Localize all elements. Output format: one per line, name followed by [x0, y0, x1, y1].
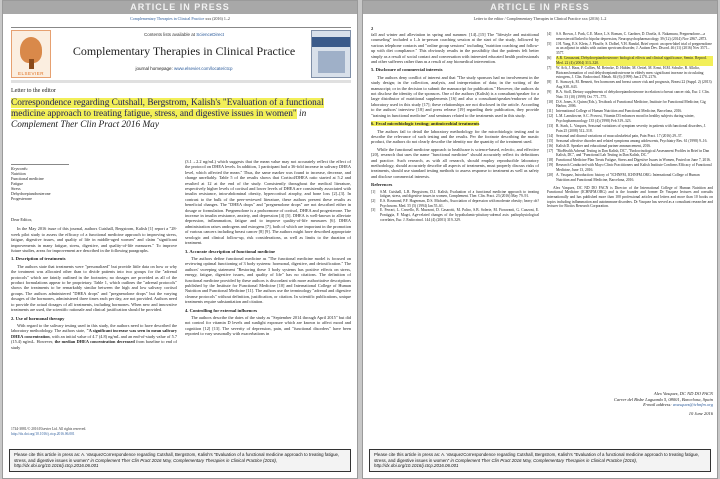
reference-number: [20] — [547, 173, 554, 178]
reference-number: [17] — [547, 148, 554, 153]
keywords-heading: Keywords: — [11, 166, 29, 171]
journal-homepage — [59, 66, 309, 71]
keyword-item: Progesterone — [11, 196, 32, 201]
heading-fecal-testing-text: 6. Fecal microbiologic testing; antimicrobial treatments — [371, 121, 480, 127]
reference-item — [547, 80, 713, 89]
reference-number: [11] — [547, 109, 554, 114]
elsevier-logo[interactable] — [11, 30, 51, 78]
column-left-b — [185, 159, 351, 433]
article-title-highlighted: Correspondence regarding Cutshall, Bergstrom, Kalish's "Evaluation of a functional medicine approach to treating fatigue, stress, and digestive issues in women" — [11, 98, 324, 119]
cite-box-prefix: Please cite this article in press as: A. VasquezCorrespondence regarding Cutshall, Bergstrom, Kalish's "Evaluation of a functional medicine approach to treating fatigue, stress, and digestive issues in women" — [14, 452, 340, 463]
reference-item — [547, 134, 713, 139]
reference-text[interactable]: E.S. Rosmond, P.F. Hagerman, D.S. Michaels, Association of depression with moderate obesity; heavy oh? Psychosom. Med. 55 (5) (1994) Jan 55–61. — [380, 198, 539, 208]
copyright-line — [11, 427, 181, 436]
paragraph-fecal-testing: The authors fail to detail the laboratory methodology for the microbiologic testing and to describe the relevance of such testing and the results. Per the footnote describing the mastic product, the authors do not clearly describe the identity nor the quantity of the treatment used. — [371, 128, 539, 145]
journal-title: Complementary Therapies in Clinical Practice — [72, 44, 296, 58]
reference-number: [19] — [547, 163, 554, 168]
paragraph-intro: In the May 2016 issue of this journal, authors Cutshall, Bergstrom, Kalish [1] report a "28-week pilot study to assess the efficacy of a functional medicine approach to improving stress, fatigue, digestive issues, and quality of life in middle-aged women" and claim "significant improvements in many fatigue, stress, digestive, and quality-of-life measures." To improve future studies, areas for improvement are described in the following paragraphs. — [11, 226, 177, 254]
heading-external-influences: 4. Controlling for external influences — [185, 307, 258, 313]
reference-text[interactable]: Kalish D. Speaker and educational partner announcement, 2016. — [556, 143, 652, 148]
journal-home-link[interactable]: www.elsevier.com/locate/ctcp — [174, 66, 233, 71]
heading-description-of-treatments: 1. Description of treatments — [11, 256, 66, 262]
reference-number: [1] — [371, 189, 376, 194]
para3-bold-2: the median DHEA concentration decreased — [54, 339, 135, 345]
reference-number: [9] — [547, 89, 552, 94]
reference-number: [2] — [371, 198, 376, 203]
keyword-item: Functional medicine — [11, 176, 44, 181]
reference-item — [547, 42, 713, 56]
paragraph-disclosure: The authors deny conflict of interest and that "The study sponsors had no involvement in the study design; in the collection, analysis, and interpretation of data; in the writing of the manuscript; or in the decision to submit the manuscript for publication." However, the authors do not disclose the identity of the sponsors. One of the authors (Kalish) is a consultant/speaker for a large distributor of nutritional supplements [16] and also a consultant/speaker/endorser of the laboratory used in this study [17]; these relationships are not disclosed in the article. According to the authors' interview [18] and press release [19] regarding their publication, they provide "training in functional medicine" and seminars related to the treatments used in this study. — [371, 74, 539, 118]
article-in-press-banner: ARTICLE IN PRESS — [3, 1, 357, 14]
reference-text[interactable]: S.M. Cutshall, L.R. Bergstrom, D.J. Kalish, Evaluation of a functional medicine approach to treating fatigue, stress, and digestive issues in women, Complement. Ther. Clin. Pract. 23 (2016) May 79–91. — [380, 189, 539, 199]
cite-box-journal: in Complement Ther Clin Pract 2016 May, Complementary Therapies in Clinical Practice (2016), http://dx.doi.org/10.1016/j.ctcp.2016.06.001 — [374, 457, 638, 469]
heading-fecal-testing — [371, 121, 539, 126]
running-head-journal[interactable]: Complementary Therapies in Clinical Practice — [130, 16, 205, 21]
doi-link[interactable]: http://dx.doi.org/10.1016/j.ctcp.2016.06.001 — [11, 431, 75, 436]
signature-email — [547, 402, 713, 408]
article-in-press-banner: ARTICLE IN PRESS — [363, 1, 717, 14]
running-head-rest: xxx (2016) 1–2 — [205, 16, 230, 21]
reference-item — [371, 199, 539, 208]
reference-item — [547, 139, 713, 144]
heading-references: References — [371, 182, 393, 188]
keyword-item: Fatigue — [11, 181, 23, 186]
publisher-name: ELSEVIER — [17, 71, 44, 76]
cite-box-journal: in Complement Ther Clin Pract 2016 May, Complementary Therapies in Clinical Practice (2016), http://dx.doi.org/10.1016/j.ctcp.2016.06.001 — [14, 457, 278, 469]
cover-image — [318, 51, 345, 73]
reference-number: [14] — [547, 133, 554, 138]
article-title — [11, 98, 341, 131]
reference-text[interactable]: A. Vasquez, Introduction: history of "ICHNFM, ICHNFM.ORG: International College of Human Nutrition and Functional Medicine, Barcelona, 2016. — [556, 173, 700, 182]
references-left-column — [371, 190, 539, 223]
keywords-block — [11, 166, 69, 201]
running-head: Letter to the editor / Complementary Therapies in Clinical Practice xxx (2016) 1–2 — [473, 16, 607, 21]
cite-box-left — [9, 449, 351, 472]
paragraph-external-influences: The authors describe the dates of the study as "September 2014 through April 2015" but did not control for vitamin D levels and sunlight exposure which are known to affect mood and cognition [12] [13]. The severity of depression, pain, and "functional disorders" have been reported to vary seasonally with exacerbations in — [185, 314, 351, 337]
page-number: 2 — [371, 26, 374, 31]
reference-item — [547, 158, 713, 163]
reference-item — [547, 114, 713, 123]
reference-number: [6] — [547, 56, 552, 61]
article-title-rest: in Complement Ther Clin Pract 2016 May — [11, 109, 307, 130]
reference-text[interactable]: D.S. Jones, S. Quinn (Eds.), Textbook of Functional Medicine, Institute for Functional Medicine, Gig Harbor, 2006. — [556, 99, 706, 109]
page-left — [2, 0, 358, 479]
contents-line — [59, 32, 309, 37]
contents-prefix: Contents lists available at — [143, 32, 195, 37]
journal-masthead — [11, 27, 351, 83]
signature-date: 10 June 2016 — [688, 410, 713, 416]
reference-item — [547, 163, 713, 172]
reference-text[interactable]: Research Conducted with Mayo Clinic Practitioners and Kalish Institute Confirms Efficacy of Functional Medicine, June 13, 2016. — [556, 163, 712, 173]
cite-box-right — [369, 449, 711, 472]
reference-text[interactable]: S.S. Brown, J. Park, C.E. Mace, L.S. Roman, C. Gardner, D. Davila, A. Nakamura, Pregnenolone—a neurosteroid linked to bipolar depression, Neuropsychopharmacology 39 (12) (2014) Nov 2867–2873. — [556, 32, 708, 41]
column-left-a — [11, 217, 177, 427]
reference-text[interactable]: A.R. Genazzani, Dehydroepiandrosterone: biological effects and clinical significance, Semin. Reprod. Med. 22 (4) (2004) 313–320. — [556, 56, 713, 65]
copyright-text: 1744-3881/© 2016 Elsevier Ltd. All rights reserved. — [11, 427, 87, 432]
reference-text[interactable]: "BioHealth Adrenal Testing in Dan Kalish, DC", "Endocrinological Assessment Profiles in Brief in Dan Kalish, DC", and "Functional Lab Testing in Dan Kalish, DC." — [556, 148, 710, 158]
reference-number: [18] — [547, 158, 554, 163]
reference-item — [547, 173, 713, 182]
journal-home-prefix: journal homepage: — [135, 66, 173, 71]
reference-number: [15] — [547, 138, 554, 143]
reference-item — [547, 90, 713, 99]
reference-item — [547, 124, 713, 133]
reference-text[interactable]: L.M. Lansdowne, S.C. Provost, Vitamin D3 enhances mood in healthy subjects during winter, Psychopharmacology 135 (4) (1998) Feb 319–323. — [556, 114, 695, 124]
signature-block — [547, 391, 713, 416]
reference-item — [547, 66, 713, 80]
reference-number: [10] — [547, 99, 554, 104]
reference-number: [12] — [547, 114, 554, 119]
reference-text[interactable]: E. Stanczyk, M. Bennett, Sex hormones and breast cancer risk and prognosis, Breast 22 (Suppl. 2) (2013) Aug S38–S43. — [556, 80, 712, 89]
keywords-rule — [11, 164, 69, 165]
reference-item — [547, 32, 713, 41]
sciencedirect-link[interactable]: ScienceDirect — [196, 32, 225, 37]
keyword-item: Dehydroepiandrosterone — [11, 191, 51, 196]
reference-number: [7] — [547, 65, 552, 70]
reference-text[interactable]: International College of Human Nutrition and Functional Medicine, Barcelona, 2016. — [556, 109, 683, 114]
journal-cover-thumbnail — [311, 30, 351, 78]
reference-text[interactable]: Functional Medicine Plan Treats Fatigue, Stress and Digestive Issues in Women, Posted on June 7, 2016. — [556, 158, 711, 163]
para3-bold: "A significant increase was seen in mean salivary DHEA concentration — [11, 328, 177, 339]
paragraph-conclusion: While the functional medicine approach to healthcare is science-based, eclectic, and effective [20], research that uses the name "functional medicine" should accurately reflect its definitions and practice. Such research, as with all research, should employ reproducible laboratory methodology, should accurately describe all aspects of treatments, must properly discuss risks of treatments, should use standard testing methods to assess response to treatment as well as safety and disclose commercial interests. — [371, 146, 539, 179]
reference-text[interactable]: B.A. Stoll, Dietary supplements of dehydroepiandrosterone in relation to breast cancer risk, Eur. J. Clin. Nutr. 53 (10) (1999) Oct 771–775. — [556, 89, 710, 99]
para3-part-c: from baseline to end of study — [11, 339, 177, 350]
reference-number: [13] — [547, 124, 554, 129]
page-right — [362, 0, 718, 479]
paragraph-dhea: (3.1→2.2 ng/mL) which suggests that the mean value may not accurately reflect the effect of the protocol on DHEA levels. In addition, 1 participant had a 36-fold increase in salivary DHEA level, which affected the mean." Thus, the same marker was found to increase, decrease, and change unreliably. Table 5 of the results shows that Cortisol/DHEA ratio started at 5.2 and resulted at 12 at the end of the study. Consistently throughout the medical literature, respectively higher levels of cortisol and lower levels of DHEA are consistently associated with insulin resistance, intra-abdominal obesity, hypercortisol atrophy, and bone loss [2]–[3]. In contrast to the bulk of the peer-reviewed literature, these authors present these results as beneficial changes. The "DHEA drops" and "pregnenolone drops" are not described either in dosage or formulation. Pregnenolone is a prohormone of cortisol, DHEA and progesterone. The increase in insulin resistance, anxiety, and depression [4] [5]. DHEA is well-known to alleviate depression, inflammation, fatigue and to improve quality-of-life measures [6]. DHEA administration raises androgens and estrogens [7], both of which are important in the promotion of various cancers including breast cancer [8] [9]. The authors might have described appropriate serologic and clinical follow-up, risk considerations, as well as limits to the duration of treatment. — [185, 159, 351, 246]
reference-text[interactable]: W. Arlt, J. Haas, F. Callies, M. Reincke, D. Hübler, M. Oettel, M. Ernst, H.M. Schulte, B. Allolio, Biotransformation of oral dehydroepiandrosterone in elderly men: significant increase in circulating estrogens, J. Clin. Endocrinol. Metab. 84 (6) (1999) Jun 2170–2176. — [556, 65, 704, 80]
keyword-item: Stress — [11, 186, 21, 191]
article-section-label: Letter to the editor — [11, 88, 56, 94]
column-right-a — [371, 32, 539, 428]
reference-item — [547, 109, 713, 114]
reference-number: [16] — [547, 143, 554, 148]
heading-hormonal-therapy: 2. Use of hormonal therapy — [11, 315, 65, 321]
email-label: E-mail address: — [643, 402, 672, 408]
reference-item — [547, 144, 713, 149]
salutation: Dear Editor, — [11, 217, 33, 222]
email-link[interactable]: avasquez@ichnfm.org — [672, 402, 713, 408]
reference-text[interactable]: Seasonal and diurnal variations of musculoskeletal pain, Pain Pract. 17 (2016) 29–37. — [556, 133, 683, 138]
reference-number: [4] — [547, 32, 552, 36]
keyword-item: Nutrition — [11, 171, 26, 176]
paragraph-functional-medicine: The authors define functional medicine as "The functional medicine model is focused on reviewing optimal functioning of 3 body systems: hormonal, digestive, and detoxification." The authors' sweeping statement "Restoring these 3 body systems has positive effects on stress, energy, fatigue, digestive issues, and quality of life" has no citations. The definition of functional medicine provided by these authors is discordant with more authoritative descriptions published by the Institute for Functional Medicine [10] and International College of Human Nutrition and Functional Medicine [11]. The authors use the terminology "adrenal and digestive cleanse protocols" without definition, justification, or citation. In scientific publications, unique treatments require substantiation and citation. — [185, 255, 351, 305]
para3-part-b: , with an initial value of 4.7 (4.8) ng/mL and an end-of-study value of 5.7 (15.4) ng/mL. However, — [11, 333, 177, 345]
running-head — [3, 16, 357, 21]
reference-item — [547, 100, 713, 109]
reference-text[interactable]: J.H. Yang, E.S. Klein, J. Plouffe, S. Dolbel, V.H. Randal, Brief report: an open-label trial of pregnenolone as an adjunct in adults with autism spectrum disorder, J. Autism Dev. Disord. 46 (11) (2016) Nov 3571–3577. — [556, 41, 712, 56]
reference-text[interactable]: R. Stark, L. Vasquez, Seasonal variations of symptom severity in patients with functional disorders, J. Pain 25 (2008) 512–518. — [556, 124, 707, 133]
references-right-column — [547, 32, 713, 209]
heading-functional-medicine: 3. Accurate description of functional medicine — [185, 248, 276, 254]
cite-box-prefix: Please cite this article in press as: A. VasquezCorrespondence regarding Cutshall, Bergstrom, Kalish's "Evaluation of a functional medicine approach to treating fatigue, stress, and digestive issues in women" — [374, 452, 700, 463]
reference-item — [371, 190, 539, 199]
heading-disclosure: 5. Disclosure of commercial interests — [371, 67, 443, 73]
paragraph-seasonal: fall and winter and alleviation in spring and summer. [14]–[15] The "lifestyle and nutritional counseling" included a 1–h in-person coaching session at the start of the study, followed by various telephone contacts and "online group sessions" including "nutrition coaching and follow-up with diet compliance." This obviously results in the possibility that the patients felt better simply as a result of social contact and conversation with interested educated health professionals and other sufferers rather than as a result of any biomedical intervention. — [371, 32, 539, 65]
reference-text[interactable]: Seasonal affective disorder and related symptoms among adolescents, Psychiatry Res. 61 (1998) 9–16. — [556, 138, 708, 143]
reference-number: [5] — [547, 41, 552, 46]
reference-number: [3] — [371, 208, 376, 213]
para3-part-a: With regard to the salivary testing used in this study, the authors need to have described the laboratory methodology. The authors state, — [11, 322, 177, 334]
signature-name: Alex Vasquez, DC ND DO FACN — [653, 391, 713, 396]
cover-band — [312, 37, 350, 47]
tree-trunk — [29, 59, 34, 69]
reference-item — [547, 149, 713, 158]
reference-text[interactable]: E. Ferrari, L. Cravello, B. Muzzoni, D. Casarotti, M. Paltro, S.B. Solerte, M. Fioravanti, G. Cuzzoni, E. Pontiggia, F. Magri, Age-related changes of the hypothalamic-pituitary-adrenal axis: pathophysiological correlates, Eur. J. Endocrinol. 144 (4) (2001) 319–329. — [380, 208, 539, 222]
paragraph-hormonal — [11, 323, 177, 350]
author-footnote: Alex Vasquez, DC ND DO FACN is Director of the International College of Human Nutrition and Functional Medicine (ICHNFM.ORG) and is the founder and former Dr Vasquez lectures and consults internationally and has published more than 100 professional articles and letters and more than 10 books on topics including inflammation and autoimmune disorders. Dr Vasquez has served as a consultant researcher and lecturer for Biotics Research Corporation. — [547, 185, 713, 209]
reference-number: [8] — [547, 80, 552, 85]
reference-item — [547, 56, 713, 65]
signature-address: Carrer del Bisbe Laguarda 5, 08001, Barcelona, Spain — [614, 396, 713, 402]
paragraph-treatments: The authors state that treatments were "personalized" but provide little data on how or why the treatment was allocated other than to divide patients into two groups for the "adrenal protocols" which are faintly outlined in the footnotes; no dosages are provided as all of the product formulations appear to be proprietary. Table 1, which outlines the "adrenal protocols" shows the treatments to be remarkably similar between the high and low salivary cortisol groups. The authors administered "DHEA drops" and "pregnenolone drops" but the varying dosages of the hormones, administered three times each per day, are not provided. Authors need to provide the actual dosages of all treatments, including hormones. When new and innovative treatments are used, the scientific rationale and clinical justification should be provided. — [11, 263, 177, 313]
reference-item — [371, 208, 539, 222]
